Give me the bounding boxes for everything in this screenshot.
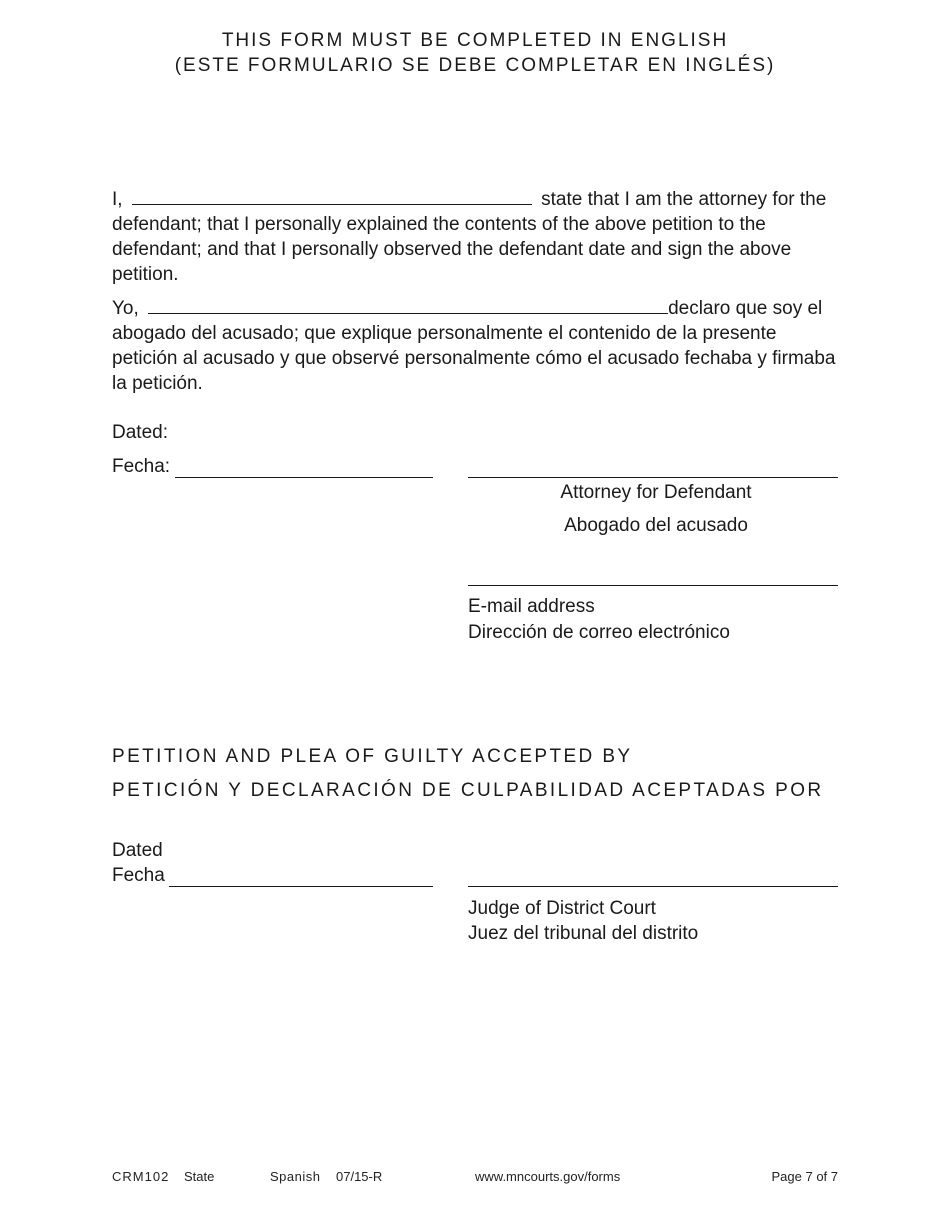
dated-label: Dated: [112,422,168,443]
statement-es-prefix: Yo, [112,298,139,319]
attorney-name-field[interactable] [132,186,532,205]
judge-label-es: Juez del tribunal del distrito [468,923,699,944]
statement-en-body: state that I am the attorney for the defendant; that I personally explained the contents of the above petition to the defendant; and that I personally observed the defendant date and sign the above petition. [112,189,827,285]
header-line-es: (ESTE FORMULARIO SE DEBE COMPLETAR EN INGLÉS) [174,55,776,76]
judge-date-field[interactable] [169,886,433,887]
footer-language: Spanish [270,1169,321,1184]
footer-form-code: CRM102 [112,1169,170,1184]
fecha-label: Fecha: [112,456,171,477]
attorney-statement-es [112,295,842,396]
form-language-notice [0,28,950,78]
attorney-label: Attorney for Defendant [560,482,752,503]
footer-revision: 07/15-R [336,1169,383,1184]
plea-section-title-es: PETICIÓN Y DECLARACIÓN DE CULPABILIDAD ACEPTADAS POR [112,780,824,801]
email-label: E-mail address [468,596,595,617]
statement-es-body: declaro que soy el abogado del acusado; que explique personalmente el contenido de la presente petición al acusado y que observé personalmente cómo el acusado fechaba y firmaba la petición. [112,298,836,394]
attorney-statement-en [112,186,842,287]
attorney-signature-field[interactable] [468,477,838,478]
footer-page-number: Page 7 of 7 [771,1169,838,1184]
email-field[interactable] [468,585,838,586]
plea-section-title: PETITION AND PLEA OF GUILTY ACCEPTED BY [112,746,633,767]
attorney-label-es: Abogado del acusado [564,515,748,536]
header-line-en: THIS FORM MUST BE COMPLETED IN ENGLISH [221,30,729,51]
email-label-es: Dirección de correo electrónico [468,622,730,643]
judge-fecha-label: Fecha [112,865,165,886]
attorney-name-field-es[interactable] [148,295,668,314]
footer-jurisdiction: State [184,1169,215,1184]
judge-signature-field[interactable] [468,886,838,887]
attorney-date-field[interactable] [175,477,433,478]
judge-label: Judge of District Court [468,898,656,919]
footer-website[interactable]: www.mncourts.gov/forms [475,1169,621,1184]
statement-en-prefix: I, [112,189,123,210]
judge-dated-label: Dated [112,840,163,861]
